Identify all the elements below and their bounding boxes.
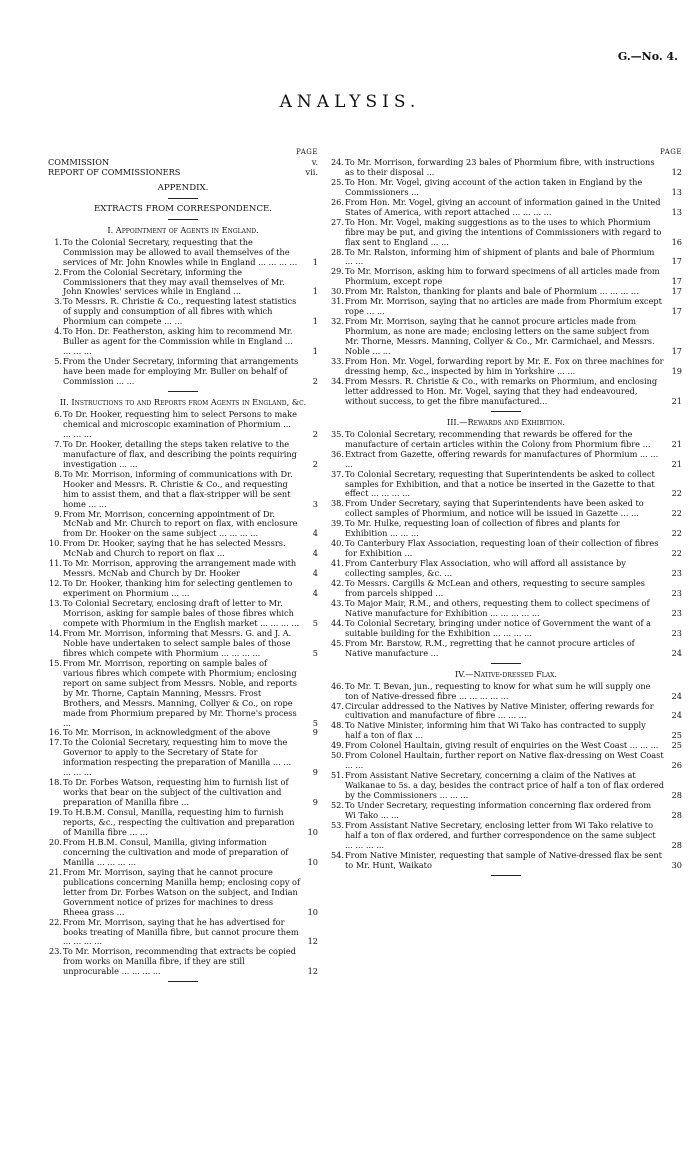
entry-number: 7. bbox=[54, 438, 62, 449]
list-item bbox=[48, 357, 318, 387]
list-item bbox=[48, 778, 318, 808]
entry-text: To Messrs. R. Christie & Co., requesting latest statistics of supply and consumption of all fibres with which Phormium can compete ... ... bbox=[63, 296, 297, 327]
list-item bbox=[330, 158, 682, 178]
entry-text: To Hon. Mr. Vogel, making suggestions as to the uses to which Phormium fibre may be put, and giving the intentions of Commissioners with regard to flax sent to England ... ... bbox=[345, 216, 662, 247]
entry-text: Extract from Gazette, offering rewards for manufactures of Phormium ... ... ... bbox=[345, 448, 659, 469]
entry-page: 23 bbox=[671, 587, 682, 598]
list-item bbox=[48, 297, 318, 327]
entry-text: From Native Minister, requesting that sample of Native-dressed flax be sent to Mr. Hunt, Waikato bbox=[345, 849, 662, 870]
entry-text: From Mr. Morrison, saying that he cannot procure publications concerning Manilla hemp; enclosing copy of letter from Dr. Forbes Watson on the subject, and Indian Government notice of prizes for machines to dress Rheea grass ... bbox=[63, 866, 301, 917]
entry-number: 34. bbox=[330, 375, 344, 386]
entry-page: 21 bbox=[671, 458, 682, 469]
list-item bbox=[330, 297, 682, 317]
entry-number: 13. bbox=[48, 598, 62, 609]
entry-number: 21. bbox=[48, 866, 62, 877]
entry-page: 4 bbox=[312, 548, 318, 559]
list-item bbox=[330, 519, 682, 539]
entry-text: From Mr. Morrison, informing that Messrs. G. and J. A. Noble have undertaken to select sample bales of those fibres which compete with Phormium ... ... ... ... bbox=[63, 627, 292, 658]
entry-text: To the Colonial Secretary, requesting him to move the Governor to apply to the Secretary of State for information respecting the preparation of Manilla ... ... ... ... ... bbox=[63, 737, 292, 778]
entry-page: 17 bbox=[671, 276, 682, 287]
list-item bbox=[330, 851, 682, 871]
entry-page: 13 bbox=[671, 186, 682, 197]
list-item bbox=[330, 377, 682, 407]
entry-number: 53. bbox=[330, 819, 344, 830]
entry-text: From Canterbury Flax Association, who will afford all assistance by collecting samples, &c. ... bbox=[345, 558, 626, 579]
entry-number: 10. bbox=[48, 538, 62, 549]
entry-text: To Mr. Morrison, asking him to forward specimens of all articles made from Phormium, except rope bbox=[345, 266, 660, 287]
entry-page: 17 bbox=[671, 256, 682, 267]
entry-text: From Hon. Mr. Vogel, giving an account of information gained in the United States of America, with report attached ... ... ... ... bbox=[345, 196, 661, 217]
page-column-heading: PAGE bbox=[660, 148, 682, 156]
entry-number: 5. bbox=[54, 356, 62, 367]
entry-number: 47. bbox=[330, 700, 344, 711]
entry-text: From the Under Secretary, informing that arrangements have been made for employing Mr. Buller on behalf of Commission ... ... bbox=[63, 356, 299, 387]
entry-number: 4. bbox=[54, 326, 62, 337]
entry-number: 27. bbox=[330, 216, 344, 227]
entry-text: To Mr. Morrison, recommending that extracts be copied from works on Manilla fibre, if they are still unprocurable ... ... ... ... bbox=[63, 946, 296, 977]
list-item bbox=[330, 619, 682, 639]
entry-text: To Dr. Hooker, thanking him for selecting gentlemen to experiment on Phormium ... ... bbox=[63, 578, 293, 599]
entry-page: 24 bbox=[671, 690, 682, 701]
entry-number: 24. bbox=[330, 156, 344, 167]
entry-text: To Canterbury Flax Association, requesting loan of their collection of fibres for Exhibition ... bbox=[345, 538, 659, 559]
entry-number: 50. bbox=[330, 750, 344, 761]
entry-page: 28 bbox=[671, 810, 682, 820]
entry-text: From Colonel Haultain, giving result of enquiries on the West Coast ... ... ... bbox=[345, 740, 659, 751]
entry-page: 2 bbox=[312, 428, 318, 439]
top-item bbox=[48, 168, 318, 178]
entry-number: 19. bbox=[48, 807, 62, 818]
entry-number: 23. bbox=[48, 946, 62, 957]
entry-number: 40. bbox=[330, 538, 344, 549]
entry-number: 39. bbox=[330, 518, 344, 529]
list-item bbox=[330, 470, 682, 500]
entry-page: 23 bbox=[671, 568, 682, 579]
top-item-page: vii. bbox=[305, 166, 318, 177]
entry-page: 9 bbox=[312, 767, 318, 778]
entry-page: 25 bbox=[671, 730, 682, 741]
entry-text: To Mr. Hulke, requesting loan of collection of fibres and plants for Exhibition ... ... ... bbox=[345, 518, 620, 539]
entry-number: 3. bbox=[54, 296, 62, 307]
entry-text: To Mr. Ralston, informing him of shipment of plants and bale of Phormium ... ... bbox=[345, 246, 655, 267]
entry-page: 5 bbox=[312, 647, 318, 658]
entry-number: 54. bbox=[330, 849, 344, 860]
list-item bbox=[330, 539, 682, 559]
entry-text: To Mr. Morrison, forwarding 23 bales of Phormium fibre, with instructions as to their disposal ... bbox=[345, 156, 655, 177]
divider bbox=[168, 391, 198, 392]
list-item bbox=[330, 317, 682, 357]
entry-page: 21 bbox=[671, 395, 682, 406]
list-item bbox=[330, 751, 682, 771]
entry-text: To Mr. Morrison, informing of communications with Dr. Hooker and Messrs. R. Christie & Co., and requesting him to assist them, and that a flax-stripper will be sent home ... ... bbox=[63, 468, 293, 509]
section-heading: I. Appointment of Agents in England. bbox=[107, 224, 259, 235]
list-item bbox=[330, 267, 682, 287]
list-item bbox=[330, 721, 682, 741]
entry-text: From Messrs. R. Christie & Co., with remarks on Phormium, and enclosing letter addressed to Hon. Mr. Vogel, saying that they had endeavoured, without success, to get the fibre manufactured... bbox=[345, 375, 658, 406]
section-heading: III.—Rewards and Exhibition. bbox=[446, 416, 566, 427]
entry-page: 21 bbox=[671, 438, 682, 449]
entry-page: 5 bbox=[312, 617, 318, 628]
list-item bbox=[48, 808, 318, 838]
entry-page: 24 bbox=[671, 647, 682, 658]
entry-text: To Under Secretary, requesting information concerning flax ordered from Wi Tako ... ... bbox=[345, 800, 652, 820]
entry-page: 30 bbox=[671, 859, 682, 870]
entry-text: From the Colonial Secretary, informing the Commissioners that they may avail themselves of Mr. John Knowles' services while in England ... bbox=[63, 266, 285, 297]
entry-page: 24 bbox=[671, 710, 682, 721]
entry-text: From Colonel Haultain, further report on Native flax-dressing on West Coast ... ... bbox=[345, 750, 664, 771]
entry-page: 2 bbox=[312, 376, 318, 387]
list-item bbox=[48, 868, 318, 918]
entry-page: 10 bbox=[307, 856, 318, 867]
entry-page: 4 bbox=[312, 528, 318, 539]
entry-text: To Colonial Secretary, bringing under notice of Government the want of a suitable building for the Exhibition ... ... ... ... bbox=[345, 617, 652, 638]
entry-number: 32. bbox=[330, 316, 344, 327]
entry-text: To Colonial Secretary, recommending that rewards be offered for the manufacture of certain articles within the Colony from Phormium fibre ... bbox=[345, 428, 651, 449]
list-item bbox=[48, 470, 318, 510]
entry-number: 30. bbox=[330, 286, 344, 297]
entry-number: 37. bbox=[330, 468, 344, 479]
divider bbox=[491, 875, 521, 876]
list-item bbox=[48, 410, 318, 440]
list-item bbox=[330, 821, 682, 851]
entry-text: From Mr. Morrison, reporting on sample bales of various fibres which compete with Phormium; enclosing report on same subject from Messrs. Noble, and reports by Mr. Thorne, Captain Manning, Messrs. Frost Brothers, and Messrs. Manning, Collyer & Co., on rope made from Phormium prepared by Mr. Thorne's process ... bbox=[63, 657, 297, 728]
entry-text: To Dr. Hooker, detailing the steps taken relative to the manufacture of flax, and describing the points requiring investigation ... ... bbox=[63, 438, 297, 469]
entry-text: To Colonial Secretary, enclosing draft of letter to Mr. Morrison, asking for sample bales of those fibres which compete with Phormium in the English market ... ... ... ... bbox=[63, 598, 300, 628]
entry-text: From Assistant Native Secretary, enclosing letter from Wi Tako relative to half a ton of flax ordered, and further correspondence on the same subject ... ... ... ... bbox=[345, 819, 656, 850]
entry-page: 22 bbox=[671, 508, 682, 519]
entry-text: Circular addressed to the Natives by Native Minister, offering rewards for cultivation and manufacture of fibre ... ... ... bbox=[345, 700, 654, 721]
right-column bbox=[330, 148, 682, 882]
divider bbox=[491, 663, 521, 664]
entry-number: 25. bbox=[330, 176, 344, 187]
entry-number: 49. bbox=[330, 740, 344, 751]
extracts-heading: EXTRACTS FROM CORRESPONDENCE. bbox=[93, 203, 273, 214]
list-item bbox=[48, 510, 318, 540]
entry-text: To Major Mair, R.M., and others, requesting them to collect specimens of Native manufacture for Exhibition ... ... ... ... ... bbox=[345, 597, 650, 618]
list-item bbox=[48, 268, 318, 298]
right-sections bbox=[330, 418, 682, 876]
entry-text: To Dr. Hooker, requesting him to select Persons to make chemical and microscopic examination of Phormium ... ... ... ... bbox=[63, 408, 297, 439]
top-item bbox=[48, 158, 318, 168]
entry-number: 18. bbox=[48, 777, 62, 788]
entry-number: 2. bbox=[54, 266, 62, 277]
entry-number: 20. bbox=[48, 836, 62, 847]
entry-text: To Hon. Mr. Vogel, giving account of the action taken in England by the Commissioners ... bbox=[345, 176, 643, 197]
entry-number: 33. bbox=[330, 356, 344, 367]
list-item bbox=[330, 357, 682, 377]
entry-text: To Mr. Morrison, in acknowledgment of the above bbox=[63, 727, 271, 738]
entry-page: 5 bbox=[312, 717, 318, 728]
divider bbox=[491, 411, 521, 412]
entry-text: From Assistant Native Secretary, concerning a claim of the Natives at Waikanae to 5s. a day, besides the contract price of half a ton of flax ordered by the Commissioners ... ... ... bbox=[345, 770, 665, 801]
entry-page: 1 bbox=[312, 346, 318, 357]
entry-number: 6. bbox=[54, 408, 62, 419]
divider bbox=[168, 198, 198, 199]
list-item bbox=[330, 430, 682, 450]
entry-text: To Dr. Forbes Watson, requesting him to furnish list of works that bear on the subject of the cultivation and preparation of Manilla fibre ... bbox=[63, 777, 289, 808]
entry-page: 17 bbox=[671, 286, 682, 297]
entry-page: 25 bbox=[671, 740, 682, 751]
left-sections bbox=[48, 226, 318, 983]
list-item bbox=[330, 499, 682, 519]
entry-number: 42. bbox=[330, 578, 344, 589]
list-item bbox=[48, 327, 318, 357]
list-item bbox=[330, 801, 682, 821]
list-item bbox=[48, 947, 318, 977]
entry-page: 28 bbox=[671, 839, 682, 850]
entry-page: 10 bbox=[307, 906, 318, 917]
entry-page: 23 bbox=[671, 607, 682, 618]
entry-page: 1 bbox=[312, 256, 318, 267]
entry-page: 13 bbox=[671, 206, 682, 217]
entry-page: 22 bbox=[671, 488, 682, 499]
left-column bbox=[48, 148, 318, 988]
list-item bbox=[330, 599, 682, 619]
entry-text: From H.B.M. Consul, Manilla, giving information concerning the cultivation and mode of preparation of Manilla ... ... ... ... bbox=[63, 836, 289, 867]
entry-text: From Hon. Mr. Vogel, forwarding report by Mr. E. Fox on three machines for dressing hemp, &c., inspected by him in Yorkshire ... ... bbox=[345, 356, 664, 376]
entry-text: From Mr. Morrison, concerning appointment of Dr. McNab and Mr. Church to report on flax, with enclosure from Dr. Hooker on the same subject ... ... ... ... bbox=[63, 508, 298, 539]
document-reference: G.—No. 4. bbox=[617, 50, 678, 63]
entry-page: 4 bbox=[312, 588, 318, 599]
entry-text: From Dr. Hooker, saying that he has selected Messrs. McNab and Church to report on flax ... bbox=[63, 538, 286, 559]
entry-text: To the Colonial Secretary, requesting that the Commission may be allowed to avail themselves of the services of Mr. John Knowles while in England ... ... ... ... bbox=[63, 236, 298, 267]
list-item bbox=[48, 838, 318, 868]
entry-number: 11. bbox=[48, 558, 62, 569]
entry-page: 4 bbox=[312, 568, 318, 579]
entry-number: 14. bbox=[48, 627, 62, 638]
list-item bbox=[330, 198, 682, 218]
list-item bbox=[330, 702, 682, 722]
list-item bbox=[330, 450, 682, 470]
entry-number: 22. bbox=[48, 916, 62, 927]
entry-page: 9 bbox=[312, 727, 318, 738]
top-item-label: REPORT OF COMMISSIONERS bbox=[48, 167, 181, 177]
entry-number: 51. bbox=[330, 770, 344, 781]
entry-page: 17 bbox=[671, 306, 682, 317]
entry-number: 12. bbox=[48, 578, 62, 589]
entry-number: 43. bbox=[330, 597, 344, 608]
list-item bbox=[330, 248, 682, 268]
list-item bbox=[48, 629, 318, 659]
page-title: ANALYSIS. bbox=[279, 92, 421, 112]
list-item bbox=[48, 559, 318, 579]
divider bbox=[168, 219, 198, 220]
entry-number: 16. bbox=[48, 727, 62, 738]
list-item bbox=[48, 579, 318, 599]
top-item-page: v. bbox=[311, 156, 318, 167]
entry-number: 36. bbox=[330, 448, 344, 459]
list-item bbox=[48, 238, 318, 268]
appendix-heading: APPENDIX. bbox=[157, 182, 209, 193]
entry-text: From Mr. Barstow, R.M., regretting that he cannot procure articles of Native manufacture ... bbox=[345, 637, 635, 658]
section-heading: II. Instructions to and Reports from Agents in England, &c. bbox=[59, 397, 307, 408]
entry-number: 17. bbox=[48, 737, 62, 748]
entry-text: To Messrs. Cargills & McLean and others, requesting to secure samples from parcels shipped ... bbox=[345, 578, 646, 598]
entry-number: 9. bbox=[54, 508, 62, 519]
entry-page: 23 bbox=[671, 627, 682, 638]
entry-number: 45. bbox=[330, 637, 344, 648]
entry-page: 22 bbox=[671, 528, 682, 539]
entry-page: 10 bbox=[307, 827, 318, 837]
list-item bbox=[330, 682, 682, 702]
entry-number: 44. bbox=[330, 617, 344, 628]
entry-number: 28. bbox=[330, 246, 344, 257]
entry-page: 12 bbox=[307, 966, 318, 977]
right-top-entries bbox=[330, 158, 682, 412]
entry-text: From Under Secretary, saying that Superintendents have been asked to collect samples of Phormium, and notice will be issued in Gazette ... ... bbox=[345, 498, 644, 519]
section-heading: IV.—Native-dressed Flax. bbox=[454, 668, 557, 679]
entry-text: To Colonial Secretary, requesting that Superintendents be asked to collect samples for Exhibition, and that a notice be inserted in the Gazette to that effect ... ... ... ... bbox=[345, 468, 655, 499]
entry-page: 19 bbox=[671, 365, 682, 376]
entry-page: 1 bbox=[312, 286, 318, 297]
entry-text: To H.B.M. Consul, Manilla, requesting him to furnish reports, &c., respecting the cultivation and preparation of Manilla fibre ... ... bbox=[63, 807, 295, 837]
list-item bbox=[330, 579, 682, 599]
entry-page: 12 bbox=[671, 166, 682, 177]
entry-page: 12 bbox=[307, 936, 318, 947]
entry-number: 48. bbox=[330, 720, 344, 731]
list-item bbox=[48, 659, 318, 729]
list-item bbox=[48, 440, 318, 470]
entry-page: 16 bbox=[671, 236, 682, 247]
top-items bbox=[48, 158, 318, 178]
list-item bbox=[330, 771, 682, 801]
entry-number: 52. bbox=[330, 800, 344, 811]
list-item bbox=[330, 559, 682, 579]
entry-page: 3 bbox=[312, 498, 318, 509]
list-item bbox=[330, 639, 682, 659]
entry-number: 29. bbox=[330, 266, 344, 277]
entry-text: To Mr. T. Bevan, jun., requesting to know for what sum he will supply one ton of Native-dressed fibre ... ... ... ... ... bbox=[345, 680, 651, 701]
top-item-label: COMMISSION bbox=[48, 157, 110, 167]
entry-page: 1 bbox=[312, 316, 318, 327]
list-item bbox=[48, 738, 318, 778]
list-item bbox=[48, 539, 318, 559]
entry-text: To Hon. Dr. Featherston, asking him to recommend Mr. Buller as agent for the Commission while in England ... ... ... ... bbox=[63, 326, 293, 357]
list-item bbox=[48, 599, 318, 629]
entry-number: 1. bbox=[54, 236, 62, 247]
entry-number: 31. bbox=[330, 296, 344, 307]
list-item bbox=[330, 218, 682, 248]
entry-text: From Mr. Morrison, saying that no articles are made from Phormium except rope ... ... bbox=[345, 296, 662, 317]
list-item bbox=[48, 918, 318, 948]
list-item bbox=[330, 178, 682, 198]
entry-page: 2 bbox=[312, 458, 318, 469]
entry-number: 8. bbox=[54, 468, 62, 479]
entry-page: 17 bbox=[671, 346, 682, 357]
entry-page: 22 bbox=[671, 548, 682, 559]
entry-page: 28 bbox=[671, 790, 682, 801]
divider bbox=[168, 981, 198, 982]
entry-text: From Mr. Morrison, saying that he cannot procure articles made from Phormium, as none are made; enclosing letters on the same subject from Mr. Thorne, Messrs. Manning, Collyer & Co., Mr. Carmichael, and Messrs. Noble ... ... bbox=[345, 316, 655, 357]
entry-text: To Native Minister, informing him that Wi Tako has contracted to supply half a ton of flax ... bbox=[345, 720, 646, 741]
entry-number: 38. bbox=[330, 498, 344, 509]
entry-number: 26. bbox=[330, 196, 344, 207]
entry-page: 9 bbox=[312, 797, 318, 808]
entry-number: 46. bbox=[330, 680, 344, 691]
entry-text: From Mr. Ralston, thanking for plants and bale of Phormium ... ... ... ... bbox=[345, 286, 639, 297]
entry-number: 15. bbox=[48, 657, 62, 668]
entry-number: 41. bbox=[330, 558, 344, 569]
page-column-heading: PAGE bbox=[296, 148, 318, 156]
entry-number: 35. bbox=[330, 428, 344, 439]
entry-text: From Mr. Morrison, saying that he has advertised for books treating of Manilla fibre, but cannot procure them ... ... ... ... bbox=[63, 916, 299, 947]
entry-page: 26 bbox=[671, 760, 682, 771]
entry-text: To Mr. Morrison, approving the arrangement made with Messrs. McNab and Church by Dr. Hooker bbox=[63, 558, 297, 579]
